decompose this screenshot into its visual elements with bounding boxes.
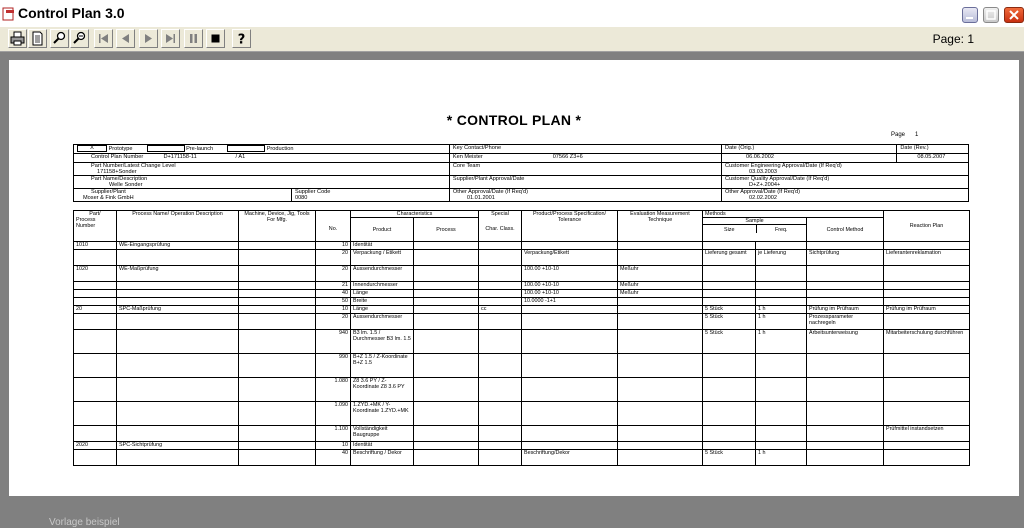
header-table <box>73 144 969 202</box>
cell-product: Aussendurchmesser <box>351 314 414 330</box>
cell-name <box>117 298 239 306</box>
cell-reaction <box>884 290 970 298</box>
cell-proc <box>414 442 479 450</box>
cell-spec <box>522 314 618 330</box>
cell-freq: 1 h <box>756 450 807 466</box>
cell-spec <box>522 402 618 426</box>
cell-name: WE-Eingangsprüfung <box>117 242 239 250</box>
part-name-cell: Part Name/Description Welle Sonder <box>74 176 450 189</box>
cell-eval <box>618 250 703 266</box>
cell-cls <box>479 378 522 402</box>
cell-spec <box>522 426 618 442</box>
cell-mach <box>239 442 316 450</box>
cell-cls <box>479 242 522 250</box>
col-char-class: Char. Class. <box>479 218 522 242</box>
col-process: Process <box>414 218 479 242</box>
cell-eval <box>618 330 703 354</box>
cell-pn <box>74 426 117 442</box>
key-contact-label: Key Contact/Phone <box>449 145 721 154</box>
cell-pn <box>74 314 117 330</box>
first-page-icon <box>96 31 111 46</box>
cp-number-cell: Control Plan Number D+171158-11 / A1 <box>74 154 450 163</box>
cell-cls <box>479 266 522 282</box>
customer-engineering-cell: Customer Engineering Approval/Date (If Req'd) 03.03.2003 <box>721 163 968 176</box>
cell-product: B3 lm. 1.5 / Durchmesser B3 lm. 1.5 <box>351 330 414 354</box>
cell-size <box>703 242 756 250</box>
cell-reaction <box>884 266 970 282</box>
cell-eval <box>618 450 703 466</box>
cell-freq <box>756 282 807 290</box>
svg-text:?: ? <box>237 32 246 48</box>
cell-no: 20 <box>316 314 351 330</box>
cell-pn <box>74 402 117 426</box>
other-approval-1-cell: Other Approval/Date (If Req'd) 01.01.2001 <box>449 189 721 202</box>
watermark: Vorlage beispiel <box>49 517 120 528</box>
cell-method: Sichtprüfung <box>807 250 884 266</box>
cell-spec <box>522 330 618 354</box>
cell-name <box>117 450 239 466</box>
printer-icon <box>10 31 25 46</box>
col-machine: Machine, Device, Jig, Tools For Mfg. <box>239 211 316 242</box>
cell-size: 5 Stück <box>703 306 756 314</box>
cell-no: 10 <box>316 442 351 450</box>
document-viewport[interactable] <box>9 60 1019 528</box>
cell-size <box>703 378 756 402</box>
cell-method <box>807 426 884 442</box>
cell-mach <box>239 378 316 402</box>
cell-size <box>703 442 756 450</box>
cell-product: Identität <box>351 442 414 450</box>
cell-eval <box>618 306 703 314</box>
cell-mach <box>239 306 316 314</box>
cell-name <box>117 314 239 330</box>
cell-proc <box>414 298 479 306</box>
table-row <box>74 242 970 250</box>
cell-product: Identität <box>351 242 414 250</box>
cell-eval <box>618 402 703 426</box>
cell-name <box>117 402 239 426</box>
core-team-label: Core Team <box>449 163 721 176</box>
cell-reaction <box>884 378 970 402</box>
page-number: Page 1 <box>891 132 919 138</box>
cell-proc <box>414 354 479 378</box>
col-methods: Methods <box>703 211 884 218</box>
cell-product: 1.ZYD.+MK / Y-Koordinate 1.ZYD.+MK <box>351 402 414 426</box>
col-special: Special <box>479 211 522 218</box>
cell-freq <box>756 266 807 282</box>
col-product: Product <box>351 218 414 242</box>
cell-reaction <box>884 450 970 466</box>
first-page-button[interactable] <box>94 29 113 48</box>
cell-freq <box>756 426 807 442</box>
zoom-in-button[interactable] <box>50 29 69 48</box>
cell-cls <box>479 442 522 450</box>
stop-button[interactable] <box>206 29 225 48</box>
cell-freq: 1 h <box>756 330 807 354</box>
cell-cls <box>479 314 522 330</box>
date-rev-value: 08.05.2007 <box>897 154 969 163</box>
cell-name <box>117 290 239 298</box>
cell-name <box>117 282 239 290</box>
cell-freq <box>756 378 807 402</box>
last-page-button[interactable] <box>161 29 180 48</box>
minimize-button[interactable] <box>962 7 978 23</box>
cell-product: Aussendurchmesser <box>351 266 414 282</box>
col-evaluation: Evaluation Measurement Technique <box>618 211 703 242</box>
cell-name <box>117 250 239 266</box>
cell-no: 990 <box>316 354 351 378</box>
cell-spec: 100.00 +10-10 <box>522 290 618 298</box>
cell-mach <box>239 250 316 266</box>
cell-freq: 1 h <box>756 314 807 330</box>
cell-no: 50 <box>316 298 351 306</box>
col-control-method: Control Method <box>807 218 884 242</box>
table-row <box>74 298 970 306</box>
cell-pn <box>74 450 117 466</box>
cell-mach <box>239 298 316 306</box>
cell-pn: 1020 <box>74 266 117 282</box>
control-plan-title: * CONTROL PLAN * <box>446 112 582 128</box>
cell-proc <box>414 282 479 290</box>
magnify-out-icon <box>72 31 87 46</box>
cell-method: Arbeitsunterweisung <box>807 330 884 354</box>
cell-product: Länge <box>351 306 414 314</box>
title-bar <box>0 0 1024 28</box>
cell-eval: Meßuhr <box>618 282 703 290</box>
pause-button[interactable] <box>184 29 203 48</box>
control-plan-table <box>73 210 970 466</box>
table-row <box>74 378 970 402</box>
col-specification: Product/Process Specification/ Tolerance <box>522 211 618 242</box>
cell-cls: cc <box>479 306 522 314</box>
cell-spec <box>522 354 618 378</box>
cell-pn <box>74 330 117 354</box>
close-icon <box>1005 8 1023 22</box>
cell-eval: Meßuhr <box>618 290 703 298</box>
cell-no: 40 <box>316 290 351 298</box>
cell-freq <box>756 242 807 250</box>
cell-eval <box>618 242 703 250</box>
cell-pn <box>74 378 117 402</box>
cell-no: 10 <box>316 306 351 314</box>
last-page-icon <box>163 31 178 46</box>
cell-eval: Meßuhr <box>618 266 703 282</box>
page-icon <box>30 31 45 46</box>
table-row <box>74 450 970 466</box>
plan-type-cell: X Prototype Pre-launch Production <box>74 145 450 154</box>
cell-cls <box>479 450 522 466</box>
other-approval-2-cell: Other Approval/Date (If Req'd) 02.02.2002 <box>721 189 968 202</box>
cell-reaction <box>884 354 970 378</box>
cell-proc <box>414 314 479 330</box>
cell-product: Vollständigkeit Baugruppe <box>351 426 414 442</box>
cell-method <box>807 378 884 402</box>
table-row <box>74 290 970 298</box>
cell-method <box>807 282 884 290</box>
cell-method: Prüfung im Prüfraum <box>807 306 884 314</box>
cell-freq <box>756 402 807 426</box>
production-checkbox <box>227 145 265 152</box>
cell-no: 20 <box>316 250 351 266</box>
table-row <box>74 330 970 354</box>
cell-proc <box>414 242 479 250</box>
col-process-name: Process Name/ Operation Description <box>117 211 239 242</box>
cell-cls <box>479 354 522 378</box>
table-row <box>74 426 970 442</box>
table-row <box>74 402 970 426</box>
cell-pn: 1010 <box>74 242 117 250</box>
cell-spec: 100.00 +10-10 <box>522 266 618 282</box>
cell-proc <box>414 306 479 314</box>
cell-freq <box>756 290 807 298</box>
part-number-cell: Part Number/Latest Change Level 171158+Sonder <box>74 163 450 176</box>
page-setup-button[interactable] <box>28 29 47 48</box>
cell-no: 20 <box>316 266 351 282</box>
cell-product: Verpackung / Etikett <box>351 250 414 266</box>
cell-freq: je Lieferung <box>756 250 807 266</box>
table-row <box>74 314 970 330</box>
cell-spec <box>522 306 618 314</box>
table-row <box>74 306 970 314</box>
cell-mach <box>239 314 316 330</box>
cell-product: Z8 3.6 PY / Z-Koordinate Z8 3.6 PY <box>351 378 414 402</box>
prelaunch-checkbox <box>147 145 185 152</box>
cell-cls <box>479 250 522 266</box>
cell-product: Breite <box>351 298 414 306</box>
cell-name <box>117 330 239 354</box>
cell-method <box>807 266 884 282</box>
close-button[interactable] <box>1004 7 1024 23</box>
cell-mach <box>239 242 316 250</box>
cell-reaction <box>884 314 970 330</box>
cell-pn <box>74 250 117 266</box>
cell-mach <box>239 266 316 282</box>
cell-size: Lieferung gesamt <box>703 250 756 266</box>
magnify-icon <box>52 31 67 46</box>
cell-reaction <box>884 242 970 250</box>
cell-freq <box>756 442 807 450</box>
col-reaction-plan: Reaction Plan <box>884 211 970 242</box>
cell-reaction: Prüfmittel instandsetzen <box>884 426 970 442</box>
cell-method: Prozessparameter nachregeln <box>807 314 884 330</box>
cell-no: 21 <box>316 282 351 290</box>
cell-no: 1.090 <box>316 402 351 426</box>
cell-no: 10 <box>316 242 351 250</box>
page-indicator: Page: 1 <box>932 32 974 46</box>
cell-method <box>807 354 884 378</box>
help-icon <box>234 31 249 46</box>
cell-spec: Verpackung/Etikett <box>522 250 618 266</box>
date-rev-label: Date (Rev.) <box>897 145 969 154</box>
date-orig-label: Date (Orig.) <box>721 145 896 154</box>
key-contact-value-cell: Ken Meister 07566 Z3+6 <box>449 154 721 163</box>
cell-method <box>807 298 884 306</box>
cell-size <box>703 290 756 298</box>
cell-name: SPC-Sichtprüfung <box>117 442 239 450</box>
toolbar <box>0 27 1024 52</box>
cell-size <box>703 426 756 442</box>
cell-product: B+Z 1.5 / Z-Koordinate B+Z 1.5 <box>351 354 414 378</box>
cell-size <box>703 282 756 290</box>
cell-name: WE-Maßprüfung <box>117 266 239 282</box>
cell-reaction <box>884 282 970 290</box>
cell-cls <box>479 298 522 306</box>
cell-product: Länge <box>351 290 414 298</box>
col-size: Size <box>703 225 757 233</box>
cell-proc <box>414 290 479 298</box>
prototype-checkbox: X <box>77 145 107 152</box>
cell-name: SPC-Maßprüfung <box>117 306 239 314</box>
app-icon <box>2 7 16 21</box>
cell-mach <box>239 426 316 442</box>
cell-size <box>703 298 756 306</box>
cell-pn <box>74 282 117 290</box>
cell-no: 1.100 <box>316 426 351 442</box>
cell-method <box>807 442 884 450</box>
cell-mach <box>239 282 316 290</box>
cell-pn <box>74 354 117 378</box>
col-sample: Sample Size Freq. <box>703 218 807 242</box>
cell-pn <box>74 290 117 298</box>
cell-size <box>703 402 756 426</box>
cell-pn: 20 <box>74 306 117 314</box>
cell-spec: 100.00 +10-10 <box>522 282 618 290</box>
cell-pn <box>74 298 117 306</box>
prev-page-button[interactable] <box>116 29 135 48</box>
cell-reaction: Mitarbeiterschulung durchführen <box>884 330 970 354</box>
supplier-approval-label: Supplier/Plant Approval/Date <box>449 176 721 189</box>
cell-mach <box>239 450 316 466</box>
table-row <box>74 282 970 290</box>
cell-size <box>703 266 756 282</box>
cell-mach <box>239 402 316 426</box>
col-freq: Freq. <box>774 227 788 233</box>
print-button[interactable] <box>8 29 27 48</box>
cell-name <box>117 354 239 378</box>
cell-eval <box>618 442 703 450</box>
cell-method <box>807 290 884 298</box>
cell-no: 40 <box>316 450 351 466</box>
cell-cls <box>479 290 522 298</box>
col-no: No. <box>316 218 351 242</box>
cell-freq: 1 h <box>756 306 807 314</box>
help-button[interactable] <box>232 29 251 48</box>
maximize-icon <box>984 8 998 22</box>
cell-spec: 10.0000 -1+1 <box>522 298 618 306</box>
prev-page-icon <box>118 31 133 46</box>
cell-cls <box>479 426 522 442</box>
cell-freq <box>756 298 807 306</box>
cell-no: 1.080 <box>316 378 351 402</box>
cell-reaction: Lieferantenreklamation <box>884 250 970 266</box>
cell-mach <box>239 354 316 378</box>
cell-proc <box>414 266 479 282</box>
next-page-icon <box>141 31 156 46</box>
cell-reaction <box>884 402 970 426</box>
cell-size <box>703 354 756 378</box>
cell-mach <box>239 330 316 354</box>
cell-freq <box>756 354 807 378</box>
next-page-button[interactable] <box>139 29 158 48</box>
col-process-number: Part/ Process Number <box>74 211 117 242</box>
cell-cls <box>479 402 522 426</box>
stop-icon <box>208 31 223 46</box>
cell-product: Innendurchmesser <box>351 282 414 290</box>
cell-name <box>117 378 239 402</box>
cell-name <box>117 426 239 442</box>
cell-eval <box>618 354 703 378</box>
maximize-button[interactable] <box>983 7 999 23</box>
table-row <box>74 442 970 450</box>
pause-icon <box>186 31 201 46</box>
cell-spec <box>522 378 618 402</box>
zoom-out-button[interactable] <box>70 29 89 48</box>
cell-method <box>807 402 884 426</box>
date-orig-value: 06.06.2002 <box>721 154 896 163</box>
cell-spec <box>522 442 618 450</box>
cell-cls <box>479 282 522 290</box>
cell-size: 5 Stück <box>703 314 756 330</box>
cell-size: 5 Stück <box>703 450 756 466</box>
minimize-icon <box>963 8 977 22</box>
cell-reaction: Prüfung im Prüfraum <box>884 306 970 314</box>
cell-reaction <box>884 298 970 306</box>
cell-eval <box>618 378 703 402</box>
table-row <box>74 354 970 378</box>
cell-proc <box>414 426 479 442</box>
col-characteristics: Characteristics <box>351 211 479 218</box>
cell-no: 940 <box>316 330 351 354</box>
cell-proc <box>414 330 479 354</box>
cell-proc <box>414 250 479 266</box>
cell-reaction <box>884 442 970 450</box>
cell-method <box>807 242 884 250</box>
cell-product: Beschriftung / Dekor <box>351 450 414 466</box>
cell-proc <box>414 450 479 466</box>
cell-size: 5 Stück <box>703 330 756 354</box>
customer-quality-cell: Customer Quality Approval/Date (If Req'd) D+Z+.2004+ <box>721 176 968 189</box>
cell-proc <box>414 378 479 402</box>
cell-eval <box>618 298 703 306</box>
table-row <box>74 266 970 282</box>
cell-cls <box>479 330 522 354</box>
table-row <box>74 250 970 266</box>
cell-proc <box>414 402 479 426</box>
col-no-top <box>316 211 351 218</box>
cell-eval <box>618 426 703 442</box>
supplier-cell: Supplier/Plant Moser & Fink GmbH Supplier Code 0080 <box>74 189 450 202</box>
cell-pn: 2020 <box>74 442 117 450</box>
cell-method <box>807 450 884 466</box>
cell-spec: Beschriftung/Dekor <box>522 450 618 466</box>
cell-spec <box>522 242 618 250</box>
cell-eval <box>618 314 703 330</box>
cell-mach <box>239 290 316 298</box>
window-title: Control Plan 3.0 <box>18 5 125 21</box>
